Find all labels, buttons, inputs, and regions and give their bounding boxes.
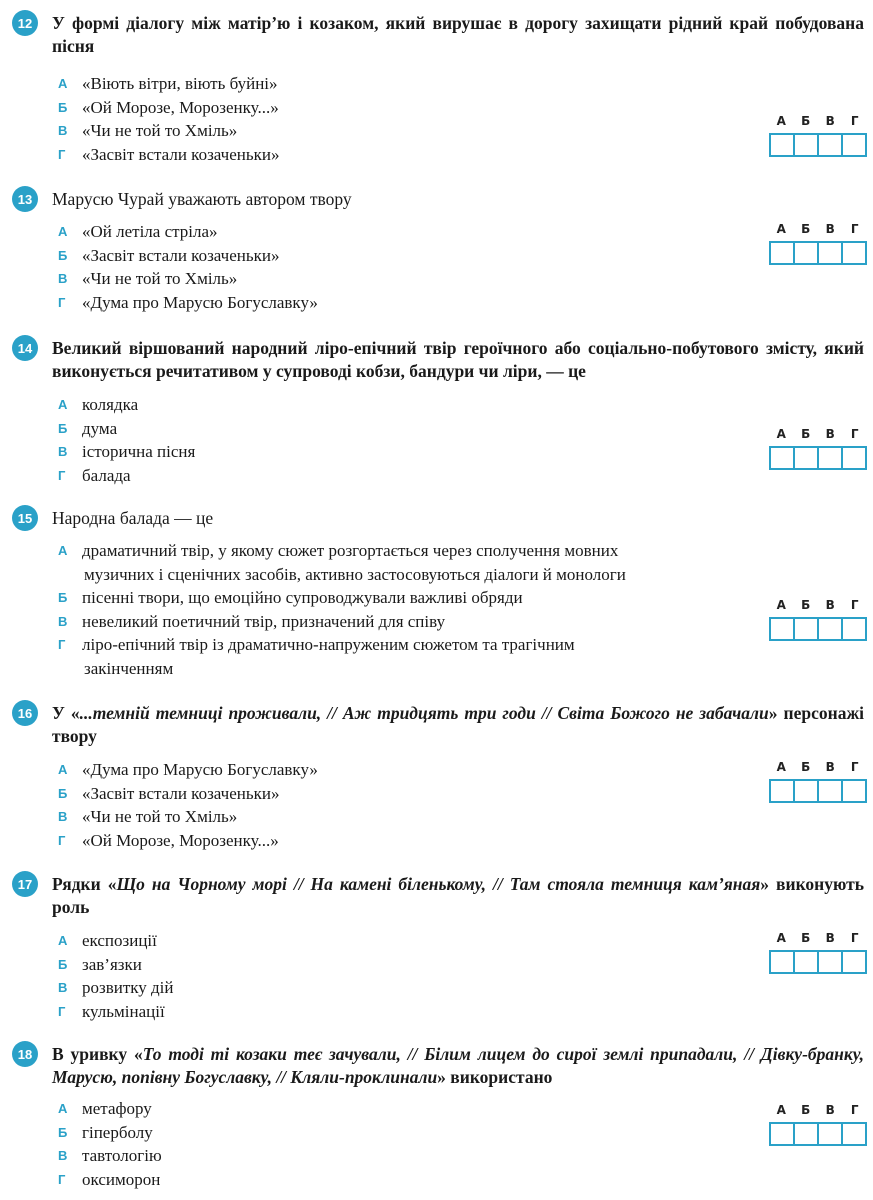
question-stem: Рядки «Що на Чорному морі // На камені біленькому, // Там стояла темниця кам’яная» виконують роль bbox=[52, 874, 864, 917]
answer-box-a[interactable] bbox=[771, 448, 795, 468]
answer-boxes bbox=[769, 1122, 867, 1146]
answer-box-d[interactable] bbox=[843, 1124, 865, 1144]
option-b[interactable]: Б «Засвіт встали козаченьки» bbox=[58, 783, 280, 803]
option-a[interactable]: А «Ой летіла стріла» bbox=[58, 222, 218, 241]
question-number-badge: 17 bbox=[12, 871, 38, 897]
question-number-badge: 18 bbox=[12, 1041, 38, 1067]
option-c[interactable]: В невеликий поетичний твір, призначений для співу bbox=[58, 611, 446, 631]
answer-box-c[interactable] bbox=[819, 135, 843, 155]
answer-grid bbox=[769, 1103, 867, 1146]
option-c[interactable]: В тавтологію bbox=[58, 1146, 162, 1165]
answer-grid bbox=[769, 760, 867, 803]
options-list bbox=[58, 393, 758, 487]
answer-box-a[interactable] bbox=[771, 781, 795, 801]
answer-box-c[interactable] bbox=[819, 1124, 843, 1144]
options-list bbox=[58, 1097, 758, 1191]
answer-box-b[interactable] bbox=[795, 448, 819, 468]
answer-grid-letters: А Б В Г bbox=[776, 598, 859, 612]
answer-box-d[interactable] bbox=[843, 619, 865, 639]
answer-grid bbox=[769, 222, 867, 265]
option-d[interactable]: Г оксиморон bbox=[58, 1169, 161, 1189]
options-list bbox=[58, 72, 758, 166]
question-stem: Великий віршований народний ліро-епічний твір героїчного або соціально-побутового змісту, який виконується речитативом у супроводі кобзи, бандури чи ліри, — це bbox=[52, 338, 864, 381]
option-c[interactable]: В історична пісня bbox=[58, 442, 196, 461]
answer-boxes bbox=[769, 617, 867, 641]
answer-box-a[interactable] bbox=[771, 135, 795, 155]
question-stem: У «...темній темниці проживали, // Аж тридцять три годи // Світа Божого не забачали» персонажі твору bbox=[52, 703, 865, 746]
quote-text: ...темній темниці проживали, // Аж тридцять три годи // Світа Божого не забачали bbox=[79, 703, 769, 723]
answer-grid-letters: А Б В Г bbox=[776, 114, 859, 128]
options-list bbox=[58, 758, 758, 852]
question-stem: У формі діалогу між матір’ю і козаком, який вирушає в дорогу захищати рідний край побудована пісня bbox=[52, 13, 864, 56]
answer-box-c[interactable] bbox=[819, 243, 843, 263]
option-a[interactable]: А колядка bbox=[58, 395, 139, 414]
answer-boxes bbox=[769, 950, 867, 974]
option-d[interactable]: Г балада bbox=[58, 465, 131, 485]
question-number-badge: 14 bbox=[12, 335, 38, 361]
answer-grid-letters: А Б В Г bbox=[776, 1103, 859, 1117]
option-b[interactable]: Б гіперболу bbox=[58, 1122, 153, 1142]
question-stem: Марусю Чурай уважають автором твору bbox=[52, 189, 352, 209]
answer-boxes bbox=[769, 446, 867, 470]
answer-boxes bbox=[769, 133, 867, 157]
option-b[interactable]: Б «Ой Морозе, Морозенку...» bbox=[58, 97, 279, 117]
option-a[interactable]: А драматичний твір, у якому сюжет розгортається через сполучення мовних музичних і сценічних засобів, активно застосовуються діалоги й монологи bbox=[58, 541, 626, 584]
answer-grid bbox=[769, 931, 867, 974]
answer-box-b[interactable] bbox=[795, 135, 819, 155]
option-d[interactable]: Г кульмінації bbox=[58, 1001, 165, 1021]
answer-box-a[interactable] bbox=[771, 243, 795, 263]
options-list bbox=[58, 220, 758, 314]
option-b[interactable]: Б «Засвіт встали козаченьки» bbox=[58, 245, 280, 265]
answer-box-d[interactable] bbox=[843, 243, 865, 263]
quote-text: То тоді ті козаки теє зачували, // Білим лицем до сирої землі припадали, // Дівку-бранку, Марусю, попівну Богуславку, // Кляли-проклинали bbox=[52, 1044, 864, 1087]
answer-box-b[interactable] bbox=[795, 952, 819, 972]
answer-box-b[interactable] bbox=[795, 619, 819, 639]
option-b[interactable]: Б зав’язки bbox=[58, 954, 142, 974]
answer-grid bbox=[769, 427, 867, 470]
question-stem: В уривку «То тоді ті козаки теє зачували, // Білим лицем до сирої землі припадали, // Дівку-бранку, Марусю, попівну Богуславку, // Кляли-проклинали» використано bbox=[52, 1044, 864, 1087]
option-c[interactable]: В «Чи не той то Хміль» bbox=[58, 121, 238, 140]
option-c[interactable]: В «Чи не той то Хміль» bbox=[58, 807, 238, 826]
answer-box-c[interactable] bbox=[819, 448, 843, 468]
option-d[interactable]: Г «Дума про Марусю Богуславку» bbox=[58, 292, 318, 312]
options-list bbox=[58, 929, 758, 1023]
option-b[interactable]: Б дума bbox=[58, 418, 118, 438]
option-d[interactable]: Г ліро-епічний твір із драматично-напруженим сюжетом та трагічним закінченням bbox=[58, 635, 575, 678]
answer-grid bbox=[769, 114, 867, 157]
answer-grid bbox=[769, 598, 867, 641]
answer-box-d[interactable] bbox=[843, 781, 865, 801]
question-stem: Народна балада — це bbox=[52, 508, 214, 528]
question-number-badge: 12 bbox=[12, 10, 38, 36]
option-a[interactable]: А експозиції bbox=[58, 931, 157, 950]
answer-box-a[interactable] bbox=[771, 1124, 795, 1144]
answer-grid-letters: А Б В Г bbox=[776, 760, 859, 774]
option-d[interactable]: Г «Засвіт встали козаченьки» bbox=[58, 144, 280, 164]
options-list bbox=[58, 539, 758, 680]
answer-box-b[interactable] bbox=[795, 1124, 819, 1144]
answer-box-c[interactable] bbox=[819, 619, 843, 639]
answer-box-a[interactable] bbox=[771, 952, 795, 972]
answer-box-d[interactable] bbox=[843, 448, 865, 468]
answer-boxes bbox=[769, 241, 867, 265]
answer-box-d[interactable] bbox=[843, 952, 865, 972]
answer-grid-letters: А Б В Г bbox=[776, 427, 859, 441]
option-c[interactable]: В розвитку дій bbox=[58, 978, 174, 997]
question-number-badge: 13 bbox=[12, 186, 38, 212]
answer-box-a[interactable] bbox=[771, 619, 795, 639]
option-a[interactable]: А метафору bbox=[58, 1099, 152, 1118]
answer-boxes bbox=[769, 779, 867, 803]
answer-box-d[interactable] bbox=[843, 135, 865, 155]
option-c[interactable]: В «Чи не той то Хміль» bbox=[58, 269, 238, 288]
option-b[interactable]: Б пісенні твори, що емоційно супроводжували важливі обряди bbox=[58, 588, 523, 607]
answer-box-c[interactable] bbox=[819, 952, 843, 972]
answer-box-b[interactable] bbox=[795, 243, 819, 263]
answer-grid-letters: А Б В Г bbox=[776, 931, 859, 945]
answer-grid-letters: А Б В Г bbox=[776, 222, 859, 236]
option-d[interactable]: Г «Ой Морозе, Морозенку...» bbox=[58, 830, 279, 850]
answer-box-c[interactable] bbox=[819, 781, 843, 801]
option-a[interactable]: А «Дума про Марусю Богуславку» bbox=[58, 760, 318, 779]
question-number-badge: 16 bbox=[12, 700, 38, 726]
question-number-badge: 15 bbox=[12, 505, 38, 531]
quote-text: Що на Чорному морі // На камені біленькому, // Там стояла темниця кам’яная bbox=[116, 874, 761, 894]
answer-box-b[interactable] bbox=[795, 781, 819, 801]
option-a[interactable]: А «Віють вітри, віють буйні» bbox=[58, 74, 278, 93]
